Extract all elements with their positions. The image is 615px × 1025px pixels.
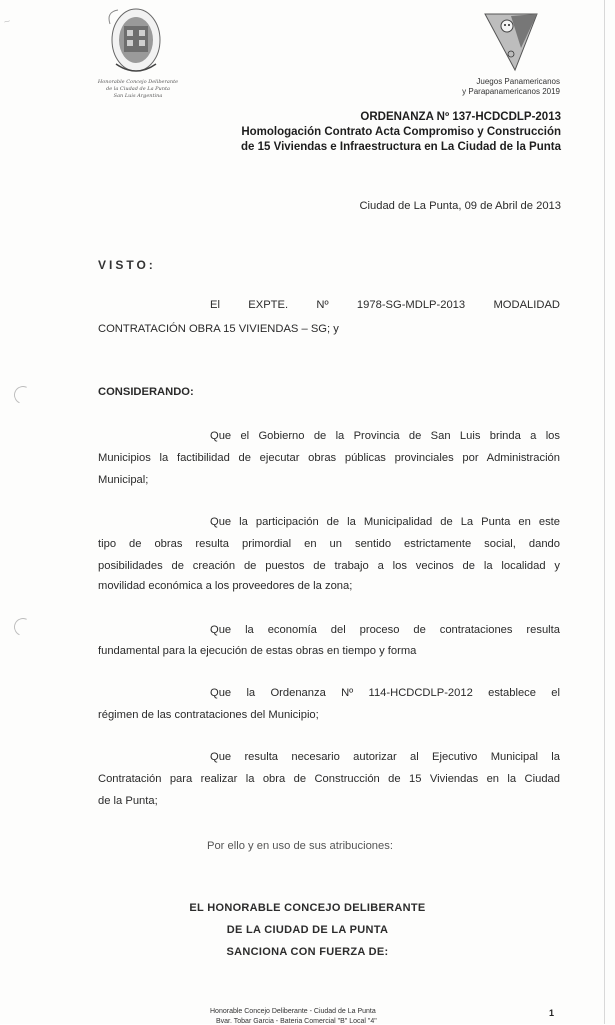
- sanciona-line: DE LA CIUDAD DE LA PUNTA: [226, 924, 389, 936]
- logo-caption-line: y Parapanamericanos 2019: [462, 86, 560, 96]
- visto-text: CONTRATACIÓN OBRA 15 VIVIENDAS – SG; y: [98, 323, 339, 335]
- page-number: 1: [549, 1008, 555, 1018]
- footer-address: Honorable Concejo Deliberante - Ciudad de La Punta: [210, 1008, 376, 1015]
- panamericanos-logo: [481, 12, 541, 72]
- punch-hole-mark: [11, 383, 34, 406]
- paragraph-line: Que resulta necesario autorizar al Ejecutivo Municipal la: [210, 751, 560, 763]
- concejo-logo-caption: [88, 79, 188, 100]
- por-ello-text: Por ello y en uso de sus atribuciones:: [207, 840, 393, 852]
- sanciona-line: EL HONORABLE CONCEJO DELIBERANTE: [189, 902, 426, 914]
- visto-heading: VISTO:: [98, 258, 156, 272]
- paragraph-line: Que el Gobierno de la Provincia de San Luis brinda a los: [210, 430, 560, 442]
- paragraph-line: Que la Ordenanza Nº 114-HCDCDLP-2012 establece el: [210, 687, 560, 699]
- paragraph-line: de la Punta;: [98, 795, 158, 807]
- paragraph-line: régimen de las contrataciones del Municipio;: [98, 709, 319, 721]
- panamericanos-caption: [440, 77, 560, 96]
- logo-caption-line: de la Ciudad de La Punta: [106, 86, 170, 92]
- scan-edge-line: [604, 0, 605, 1024]
- punch-hole-mark: [11, 615, 34, 638]
- paragraph-line: Municipios la factibilidad de ejecutar obras públicas provinciales por Administración: [98, 452, 560, 464]
- logo-caption-line: Honorable Concejo Deliberante: [97, 79, 179, 85]
- document-date: Ciudad de La Punta, 09 de Abril de 2013: [359, 200, 561, 212]
- visto-text: El EXPTE. Nº 1978-SG-MDLP-2013 MODALIDAD: [210, 299, 560, 311]
- paragraph-line: movilidad económica a los proveedores de la zona;: [98, 580, 353, 592]
- paragraph-line: Que la participación de la Municipalidad de La Punta en este: [210, 516, 560, 528]
- sanciona-line: SANCIONA CON FUERZA DE:: [226, 946, 389, 958]
- considerando-heading: CONSIDERANDO:: [98, 386, 194, 398]
- paragraph-line: fundamental para la ejecución de estas obras en tiempo y forma: [98, 645, 417, 657]
- logo-caption-line: Juegos Panamericanos: [476, 77, 560, 86]
- ordinance-subtitle: de 15 Viviendas e Infraestructura en La Ciudad de la Punta: [241, 141, 561, 153]
- paragraph-line: Municipal;: [98, 474, 149, 486]
- paragraph-line: posibilidades de creación de puestos de trabajo a los vecinos de la localidad y: [98, 560, 560, 572]
- ordinance-number: ORDENANZA Nº 137-HCDCDLP-2013: [360, 111, 561, 123]
- footer-address: Bvar. Tobar Garcia - Bateria Comercial "B" Local "4": [216, 1018, 377, 1025]
- paragraph-line: Que la economía del proceso de contrataciones resulta: [210, 624, 560, 636]
- paragraph-line: Contratación para realizar la obra de Construcción de 15 Viviendas en la Ciudad: [98, 773, 560, 785]
- paragraph-line: tipo de obras resulta primordial en un sentido estrictamente social, dando: [98, 538, 560, 550]
- ordinance-subtitle: Homologación Contrato Acta Compromiso y Construcción: [241, 126, 561, 138]
- logo-caption-line: San Luis Argentina: [113, 93, 163, 99]
- scan-mark: ~: [2, 15, 12, 29]
